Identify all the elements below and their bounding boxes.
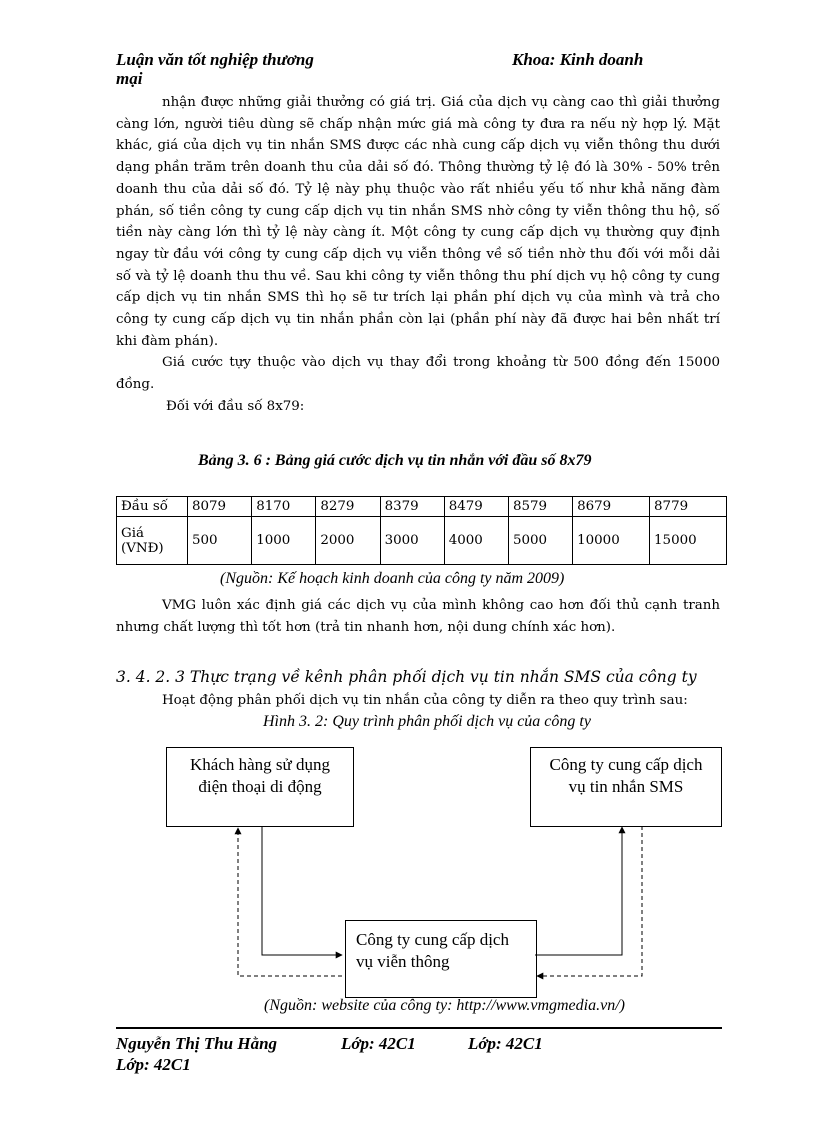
footer-class: Lớp: 42C1: [341, 1034, 416, 1053]
footer-divider: [116, 1027, 722, 1029]
header-right-title: Khoa: Kinh doanh: [512, 50, 644, 69]
paragraph-distribution-intro: Hoạt động phân phối dịch vụ tin nhắn của công ty diễn ra theo quy trình sau:: [162, 693, 688, 708]
table-row-label: Giá (VNĐ): [117, 517, 188, 565]
paragraph-pricing: nhận được những giải thưởng có giá trị. Giá của dịch vụ càng cao thì giải thưởng càng lớn, người tiêu dùng sẽ chấp nhận mức giá mà công ty đưa ra nếu nỳ hợp lý. Mặt khác, giá của dịch vụ tin nhắn SMS được các nhà cung cấp dịch vụ viễn thông thu dưới dạng phần trăm trên doanh thu của dải số đó. Thông thường tỷ lệ đó là 30% - 50% trên doanh thu của dải số đó. Tỷ lệ này phụ thuộc vào rất nhiều yếu tố như khả năng đàm phán, số tiền công ty cung cấp dịch vụ tin nhắn SMS nhờ công ty viễn thông thu hộ, số tiền này càng lớn thì tỷ lệ này càng ít. Một công ty cung cấp dịch vụ thường quy định ngay từ đầu với công ty cung cấp dịch vụ viễn thông về số tiền nhờ thu đối với mỗi dải số và tỷ lệ doanh thu thu về. Sau khi công ty viễn thông thu phí dịch vụ hộ công ty cung cấp dịch vụ tin nhắn SMS thì họ sẽ tư trích lại phần phí dịch vụ của mình và trả cho công ty cung cấp dịch vụ tin nhắn phần còn lại (phần phí này đã được hai bên nhất trí khi đàm phán).: [116, 95, 720, 349]
box-sms-provider-label: Công ty cung cấp dịch vụ tin nhắn SMS: [549, 755, 703, 796]
table-cell: 5000: [508, 517, 572, 565]
table-cell: 8379: [380, 497, 444, 517]
table-cell: 8679: [573, 497, 650, 517]
table-cell: 500: [188, 517, 252, 565]
table-cell: 4000: [444, 517, 508, 565]
table-cell: 8779: [650, 497, 727, 517]
arrow-telecom-to-sms: [535, 827, 622, 955]
box-telecom-provider-label: Công ty cung cấp dịch vụ viễn thông: [356, 930, 509, 971]
paragraph-vmg-pricing: VMG luôn xác định giá các dịch vụ của mình không cao hơn đối thủ cạnh tranh nhưng chất lượng thì tốt hơn (trả tin nhanh hơn, nội dung chính xác hơn).: [116, 598, 720, 635]
paragraph-prefix-intro: Đối với đầu số 8x79:: [166, 398, 305, 414]
box-sms-provider: [530, 747, 722, 827]
arrow-sms-to-telecom: [537, 826, 642, 976]
box-telecom-provider: [345, 920, 537, 998]
arrow-telecom-to-customer: [238, 828, 342, 976]
table-cell: 15000: [650, 517, 727, 565]
table-cell: 8279: [316, 497, 380, 517]
table-cell: 10000: [573, 517, 650, 565]
table-cell: 8579: [508, 497, 572, 517]
box-customer: [166, 747, 354, 827]
table-cell: 8479: [444, 497, 508, 517]
footer-class: Lớp: 42C1: [468, 1034, 543, 1053]
arrow-customer-to-telecom: [262, 826, 342, 955]
diagram-source: (Nguồn: website của công ty: http://www.vmgmedia.vn/): [264, 997, 625, 1014]
table-source: (Nguồn: Kế hoạch kinh doanh của công ty năm 2009): [220, 570, 565, 587]
footer-author: Nguyễn Thị Thu Hằng: [116, 1034, 278, 1053]
header-left-title: Luận văn tốt nghiệp thương mại: [116, 50, 314, 88]
paragraph-price-range: Giá cước tựy thuộc vào dịch vụ thay đổi trong khoảng từ 500 đồng đến 15000 đồng.: [116, 355, 720, 393]
table-caption: Bảng 3. 6 : Bảng giá cước dịch vụ tin nhắn với đầu số 8x79: [198, 452, 592, 469]
table-cell: 8170: [252, 497, 316, 517]
table-cell: 1000: [252, 517, 316, 565]
footer-class: Lớp: 42C1: [116, 1055, 191, 1074]
table-cell: 8079: [188, 497, 252, 517]
table-cell: 3000: [380, 517, 444, 565]
table-cell: 2000: [316, 517, 380, 565]
table-row-label: Đầu số: [117, 497, 188, 517]
figure-caption: Hình 3. 2: Quy trình phân phối dịch vụ của công ty: [263, 713, 591, 730]
box-customer-label: Khách hàng sử dụng điện thoại di động: [190, 755, 330, 796]
section-heading: 3. 4. 2. 3 Thực trạng về kênh phân phối dịch vụ tin nhắn SMS của công ty: [116, 668, 697, 686]
